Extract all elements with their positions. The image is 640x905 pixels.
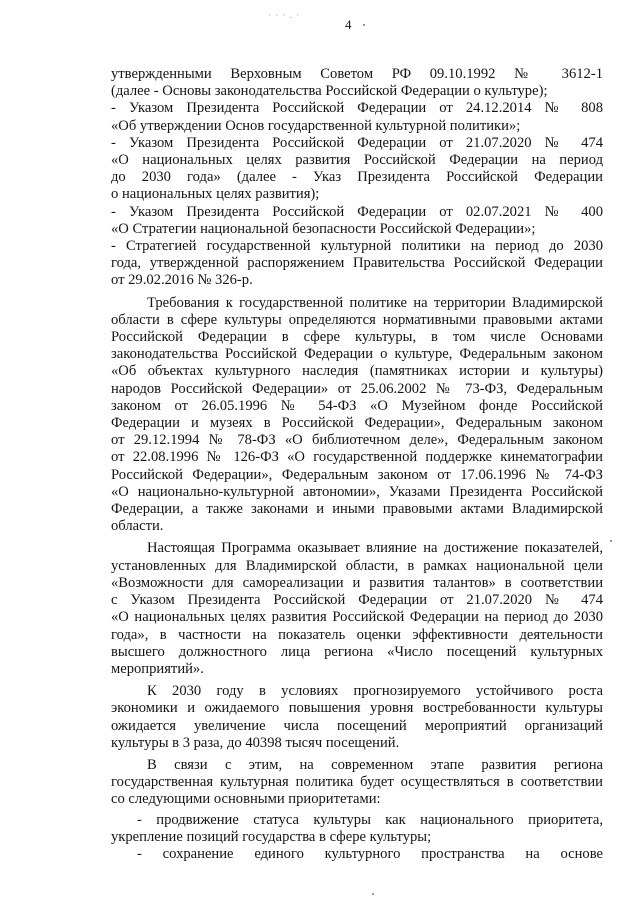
text-line: экономики и ожидаемого повышения уровня востребованности культуры [111, 700, 603, 717]
text-line: с Указом Президента Российской Федерации от 21.07.2020 № 474 [111, 592, 603, 609]
text-line: «Возможности для самореализации и развития талантов» в соответствии [111, 574, 603, 591]
text-line: Федерации, а также законами и иными правовыми актами Владимирской [111, 501, 603, 518]
text-line: «О национально-культурной автономии», Указами Президента Российской [111, 483, 603, 500]
text-line: установленных для Владимирской области, в рамках национальной цели [111, 557, 603, 574]
document-body [111, 66, 603, 863]
text-line: законодательства Российской Федерации о культуре, Федеральным законом [111, 346, 603, 363]
text-line: - сохранение единого культурного пространства на основе [137, 845, 603, 862]
text-line: - Указом Президента Российской Федерации от 02.07.2021 № 400 [111, 203, 603, 220]
text-line: «О национальных целях развития Российской Федерации на период до 2030 [111, 609, 603, 626]
text-line: (далее - Основы законодательства Российской Федерации о культуре); [111, 83, 548, 100]
text-line: ожидается увеличение числа посещений мероприятий организаций [111, 717, 603, 734]
text-line: области в сфере культуры определяются нормативными правовыми актами [111, 311, 603, 328]
text-line: - Стратегией государственной культурной политики на период до 2030 [111, 238, 603, 255]
text-line: области. [111, 518, 164, 535]
scan-mark: · · · . · [268, 10, 301, 20]
text-line: государственная культурная политика будет осуществляться в соответствии [111, 774, 603, 791]
text-line: «Об объектах культурного наследия (памятниках истории и культуры) [111, 363, 603, 380]
text-line: от 29.02.2016 № 326-р. [111, 272, 253, 289]
text-line: - Указом Президента Российской Федерации от 21.07.2020 № 474 [111, 134, 603, 151]
text-line: «О национальных целях развития Российской Федерации на период [111, 152, 603, 169]
text-line: укрепление позиций государства в сфере культуры; [111, 828, 432, 845]
scan-speck [372, 893, 374, 895]
text-line: «О Стратегии национальной безопасности Российской Федерации»; [111, 220, 536, 237]
text-line: Настоящая Программа оказывает влияние на достижение показателей, [147, 540, 603, 557]
page-number: 4 [345, 17, 352, 32]
text-line: мероприятий». [111, 660, 204, 677]
scan-speck [610, 540, 612, 542]
text-line: Требования к государственной политике на территории Владимирской [147, 294, 603, 311]
text-line: года», в частности на показатель оценки эффективности деятельности [111, 626, 603, 643]
text-line: К 2030 году в условиях прогнозируемого устойчивого роста [147, 683, 603, 700]
scan-speck [363, 24, 365, 26]
text-line: Российской Федерации в сфере культуры, в том числе Основами [111, 329, 603, 346]
text-line: от 29.12.1994 № 78-ФЗ «О библиотечном деле», Федеральным законом [111, 432, 603, 449]
text-line: законом от 26.05.1996 № 54-ФЗ «О Музейном фонде Российской [111, 397, 603, 414]
text-line: со следующими основными приоритетами: [111, 791, 381, 808]
text-line: В связи с этим, на современном этапе развития региона [147, 756, 603, 773]
text-line: народов Российской Федерации» от 25.06.2002 № 73-ФЗ, Федеральным [111, 380, 603, 397]
text-line: года, утвержденной распоряжением Правительства Российской Федерации [111, 255, 603, 272]
text-line: о национальных целях развития); [111, 186, 320, 203]
text-line: до 2030 года» (далее - Указ Президента Российской Федерации [111, 169, 603, 186]
text-line: высшего должностного лица региона «Число посещений культурных [111, 643, 603, 660]
text-line: - Указом Президента Российской Федерации от 24.12.2014 № 808 [111, 100, 603, 117]
text-line: утвержденными Верховным Советом РФ 09.10.1992 № 3612-1 [111, 66, 603, 82]
text-line: культуры в 3 раза, до 40398 тысяч посещений. [111, 734, 400, 751]
text-line: от 22.08.1996 № 126-ФЗ «О государственной поддержке кинематографии [111, 449, 603, 466]
text-line: «Об утверждении Основ государственной культурной политики»; [111, 117, 521, 134]
text-line: - продвижение статуса культуры как национального приоритета, [137, 811, 603, 828]
text-line: Федерации и музеях в Российской Федерации», Федеральным законом [111, 415, 603, 432]
text-line: Российской Федерации», Федеральным законом от 17.06.1996 № 74-ФЗ [111, 466, 603, 483]
